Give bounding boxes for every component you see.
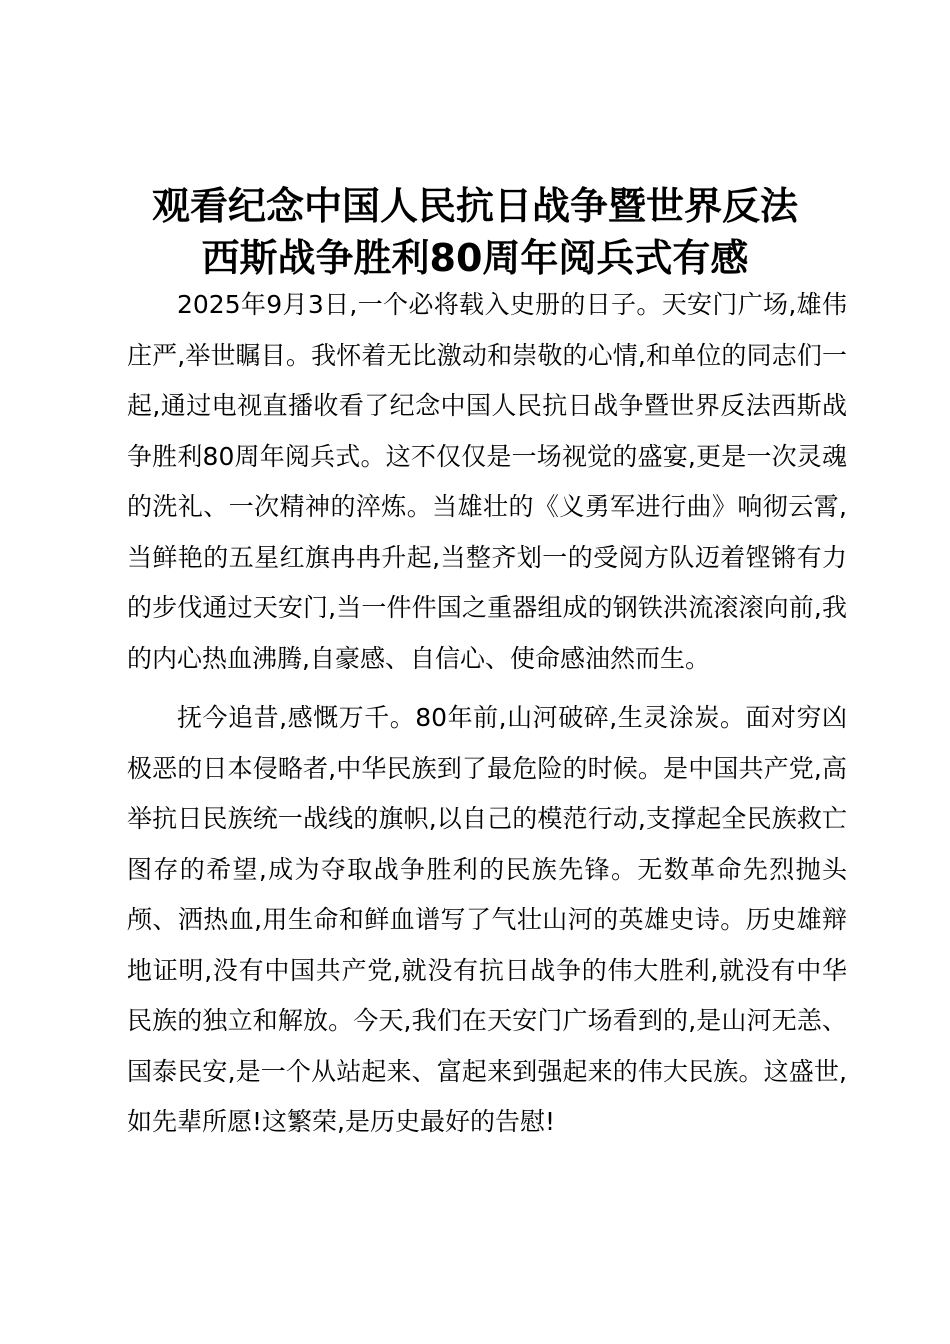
- paragraph-1: 2025年9月3日,一个必将载入史册的日子。天安门广场,雄伟庄严,举世瞩目。我怀着无比激动和崇敬的心情,和单位的同志们一起,通过电视直播收看了纪念中国人民抗日战争暨世界反法西斯战争胜利80周年阅兵式。这不仅仅是一场视觉的盛宴,更是一次灵魂的洗礼、一次精神的淬炼。当雄壮的《义勇军进行曲》响彻云霄,当鲜艳的五星红旗冉冉升起,当整齐划一的受阅方队迈着铿锵有力的步伐通过天安门,当一件件国之重器组成的钢铁洪流滚滚向前,我的内心热血沸腾,自豪感、自信心、使命感油然而生。: [127, 290, 847, 673]
- title-line-2: 西斯战争胜利80周年阅兵式有感: [201, 236, 749, 280]
- document-body: [127, 280, 847, 1157]
- title-line-1: 观看纪念中国人民抗日战争暨世界反法: [151, 184, 798, 228]
- document-title: [110, 180, 840, 284]
- paragraph-2: 抚今追昔,感慨万千。80年前,山河破碎,生灵涂炭。面对穷凶极恶的日本侵略者,中华民族到了最危险的时候。是中国共产党,高举抗日民族统一战线的旗帜,以自己的模范行动,支撑起全民族救亡图存的希望,成为夺取战争胜利的民族先锋。无数革命先烈抛头颅、洒热血,用生命和鲜血谱写了气壮山河的英雄史诗。历史雄辩地证明,没有中国共产党,就没有抗日战争的伟大胜利,就没有中华民族的独立和解放。今天,我们在天安门广场看到的,是山河无恙、国泰民安,是一个从站起来、富起来到强起来的伟大民族。这盛世,如先辈所愿!这繁荣,是历史最好的告慰!: [127, 703, 847, 1136]
